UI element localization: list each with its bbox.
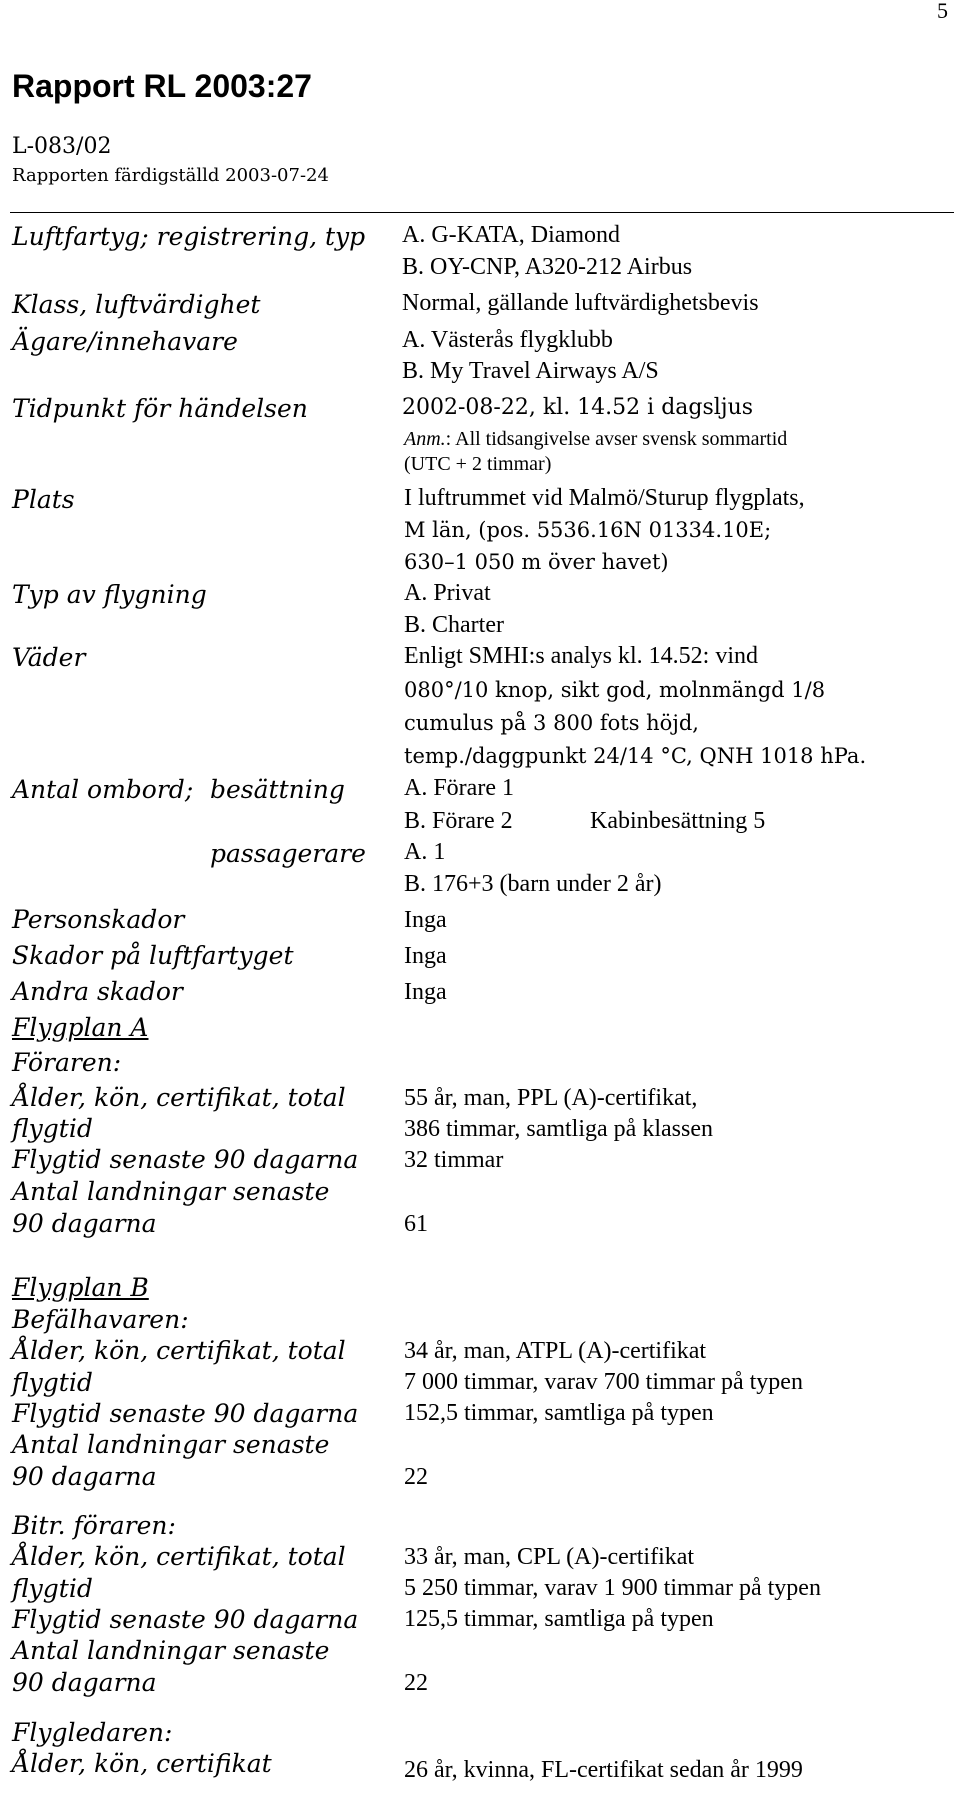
weather-line2: 080°/10 knop, sikt god, molnmängd 1/8 xyxy=(404,678,826,702)
time-note-line2: (UTC + 2 timmar) xyxy=(404,453,552,475)
plane-b-captain-age-value-1: 34 år, man, ATPL (A)-certifikat xyxy=(404,1338,707,1364)
plane-a-pilot-heading: Föraren: xyxy=(12,1048,122,1077)
aircraft-value-a: A. G-KATA, Diamond xyxy=(402,222,621,248)
report-completed-date: Rapporten färdigställd 2003-07-24 xyxy=(12,165,329,186)
owner-label: Ägare/innehavare xyxy=(12,327,238,356)
plane-b-fo-ldg-value: 22 xyxy=(404,1670,428,1696)
time-note xyxy=(404,428,787,451)
header-divider xyxy=(10,212,954,213)
weather-line3: cumulus på 3 800 fots höjd, xyxy=(404,711,699,735)
plane-a-age-label-2: flygtid xyxy=(12,1114,93,1143)
weather-label: Väder xyxy=(12,643,86,672)
plane-b-captain-age-value-2: 7 000 timmar, varav 700 timmar på typen xyxy=(404,1369,803,1395)
other-damage-value: Inga xyxy=(404,979,447,1005)
plane-b-fo-ft90-label: Flygtid senaste 90 dagarna xyxy=(12,1605,359,1634)
plane-a-ldg-label-2: 90 dagarna xyxy=(12,1209,157,1238)
passengers-a: A. 1 xyxy=(404,839,446,865)
plane-b-fo-age-label-2: flygtid xyxy=(12,1574,93,1603)
crew-label: besättning xyxy=(210,775,345,804)
plane-b-fo-age-value-1: 33 år, man, CPL (A)-certifikat xyxy=(404,1544,695,1570)
class-label: Klass, luftvärdighet xyxy=(12,290,261,319)
controller-age-label: Ålder, kön, certifikat xyxy=(12,1749,272,1778)
other-damage-label: Andra skador xyxy=(12,977,183,1006)
controller-age-value: 26 år, kvinna, FL-certifikat sedan år 1999 xyxy=(404,1757,803,1783)
owner-value-a: A. Västerås flygklubb xyxy=(402,327,613,353)
plane-b-captain-ft90-label: Flygtid senaste 90 dagarna xyxy=(12,1399,359,1428)
aircraft-label: Luftfartyg; registrering, typ xyxy=(12,222,366,251)
flight-type-a: A. Privat xyxy=(404,580,491,606)
crew-a: A. Förare 1 xyxy=(404,775,514,801)
plane-a-ldg-label-1: Antal landningar senaste xyxy=(12,1177,330,1206)
plane-b-heading: Flygplan B xyxy=(12,1273,149,1302)
aircraft-damage-value: Inga xyxy=(404,943,447,969)
plane-b-fo-ft90-value: 125,5 timmar, samtliga på typen xyxy=(404,1606,714,1632)
plane-b-captain-age-label-2: flygtid xyxy=(12,1368,93,1397)
plane-a-ft90-label: Flygtid senaste 90 dagarna xyxy=(12,1145,359,1174)
flight-type-b: B. Charter xyxy=(404,612,504,638)
crew-b-cabin: Kabinbesättning 5 xyxy=(590,808,766,834)
plane-b-fo-age-label-1: Ålder, kön, certifikat, total xyxy=(12,1542,346,1571)
plane-b-captain-ldg-label-1: Antal landningar senaste xyxy=(12,1430,330,1459)
crew-b: B. Förare 2 xyxy=(404,808,513,834)
onboard-label: Antal ombord; xyxy=(12,775,194,804)
passengers-b: B. 176+3 (barn under 2 år) xyxy=(404,871,662,897)
owner-value-b: B. My Travel Airways A/S xyxy=(402,358,659,384)
plane-b-fo-ldg-label-2: 90 dagarna xyxy=(12,1668,157,1697)
passengers-label: passagerare xyxy=(210,839,366,868)
plane-a-ft90-value: 32 timmar xyxy=(404,1147,504,1173)
plane-b-fo-ldg-label-1: Antal landningar senaste xyxy=(12,1636,330,1665)
time-label: Tidpunkt för händelsen xyxy=(12,394,308,423)
weather-line1: Enligt SMHI:s analys kl. 14.52: vind xyxy=(404,643,758,669)
page-number: 5 xyxy=(937,0,948,23)
weather-line4: temp./daggpunkt 24/14 °C, QNH 1018 hPa. xyxy=(404,744,867,768)
injuries-label: Personskador xyxy=(12,905,185,934)
time-note-text: : All tidsangivelse avser svensk sommartid xyxy=(445,428,788,450)
flight-type-label: Typ av flygning xyxy=(12,580,207,609)
plane-b-fo-age-value-2: 5 250 timmar, varav 1 900 timmar på typen xyxy=(404,1575,821,1601)
plane-a-age-value-2: 386 timmar, samtliga på klassen xyxy=(404,1116,713,1142)
place-label: Plats xyxy=(12,485,75,514)
plane-a-heading: Flygplan A xyxy=(12,1013,149,1042)
time-value: 2002-08-22, kl. 14.52 i dagsljus xyxy=(402,395,754,420)
report-title: Rapport RL 2003:27 xyxy=(12,68,312,104)
plane-b-captain-heading: Befälhavaren: xyxy=(12,1305,189,1334)
aircraft-damage-label: Skador på luftfartyget xyxy=(12,941,294,970)
place-line2: M län, (pos. 5536.16N 01334.10E; xyxy=(404,518,772,542)
report-reference: L-083/02 xyxy=(12,134,112,159)
plane-b-captain-age-label-1: Ålder, kön, certifikat, total xyxy=(12,1336,346,1365)
plane-b-captain-ft90-value: 152,5 timmar, samtliga på typen xyxy=(404,1400,714,1426)
plane-b-fo-heading: Bitr. föraren: xyxy=(12,1511,176,1540)
place-line1: I luftrummet vid Malmö/Sturup flygplats, xyxy=(404,485,805,511)
controller-heading: Flygledaren: xyxy=(12,1718,173,1747)
plane-a-age-label-1: Ålder, kön, certifikat, total xyxy=(12,1083,346,1112)
time-note-prefix: Anm. xyxy=(404,428,446,450)
plane-a-age-value-1: 55 år, man, PPL (A)-certifikat, xyxy=(404,1085,698,1111)
plane-b-captain-ldg-value: 22 xyxy=(404,1464,428,1490)
injuries-value: Inga xyxy=(404,907,447,933)
place-line3: 630–1 050 m över havet) xyxy=(404,550,669,574)
aircraft-value-b: B. OY-CNP, A320-212 Airbus xyxy=(402,254,693,280)
class-value: Normal, gällande luftvärdighetsbevis xyxy=(402,290,759,316)
plane-a-ldg-value: 61 xyxy=(404,1211,428,1237)
plane-b-captain-ldg-label-2: 90 dagarna xyxy=(12,1462,157,1491)
